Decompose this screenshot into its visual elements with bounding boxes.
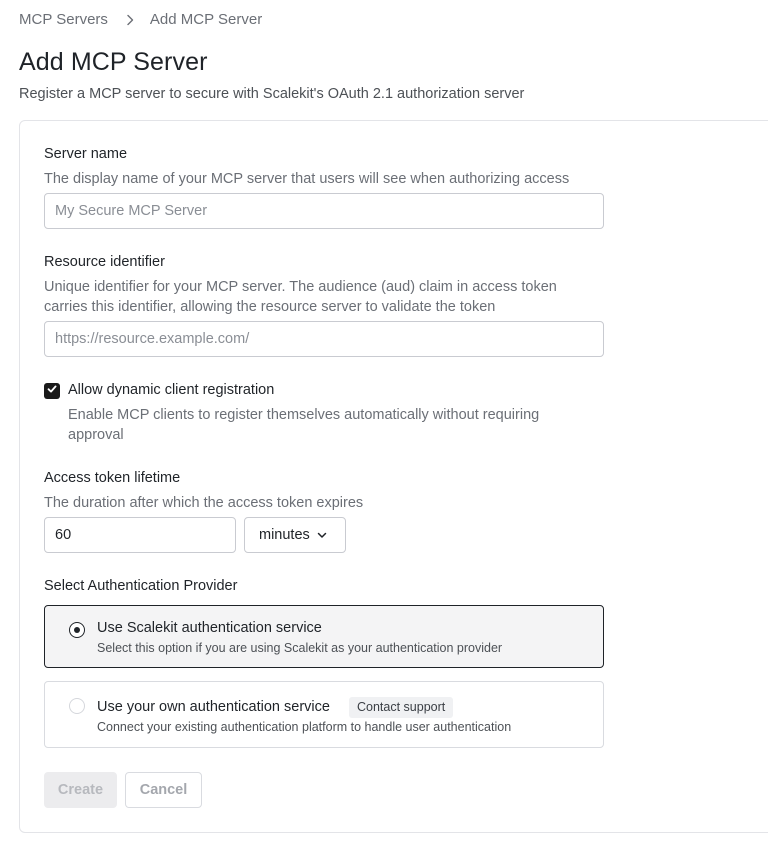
breadcrumb-current: Add MCP Server: [149, 11, 263, 28]
create-button[interactable]: Create: [44, 772, 117, 808]
auth-option-own-desc: Connect your existing authentication platform to handle user authentication: [97, 720, 512, 734]
check-icon: [46, 382, 58, 400]
server-name-input[interactable]: [44, 193, 604, 229]
token-lifetime-input[interactable]: [44, 517, 236, 553]
chevron-right-icon: [123, 13, 137, 27]
server-name-help: The display name of your MCP server that users will see when authorizing access: [44, 171, 570, 187]
auth-option-own-title: Use your own authentication service: [97, 699, 330, 715]
page-subtitle: Register a MCP server to secure with Scalekit's OAuth 2.1 authorization server: [19, 86, 525, 102]
resource-identifier-input[interactable]: [44, 321, 604, 357]
resource-identifier-help: Unique identifier for your MCP server. The audience (aud) claim in access token carries this identifier, allowing the resource server to validate the token: [44, 279, 557, 315]
auth-option-scalekit-desc: Select this option if you are using Scalekit as your authentication provider: [97, 641, 503, 655]
auth-option-own[interactable]: [44, 681, 604, 748]
auth-provider-label: Select Authentication Provider: [44, 578, 238, 594]
unit-select-value: minutes: [259, 527, 310, 543]
radio-selected[interactable]: [69, 622, 85, 638]
dynamic-registration-help: Enable MCP clients to register themselves automatically without requiring approval: [68, 407, 540, 443]
auth-option-scalekit[interactable]: [44, 605, 604, 668]
resource-identifier-label: Resource identifier: [44, 254, 165, 270]
dynamic-registration-label[interactable]: Allow dynamic client registration: [68, 382, 275, 398]
chevron-down-icon: [316, 529, 328, 541]
page-title: Add MCP Server: [19, 48, 208, 76]
dynamic-registration-checkbox[interactable]: [44, 383, 60, 399]
token-lifetime-unit-select[interactable]: [244, 517, 346, 553]
breadcrumb-mcp-servers-link[interactable]: MCP Servers: [19, 11, 108, 28]
token-lifetime-label: Access token lifetime: [44, 470, 181, 486]
contact-support-badge: Contact support: [349, 697, 453, 718]
server-name-label: Server name: [44, 146, 128, 162]
breadcrumb: [19, 11, 262, 28]
auth-option-scalekit-title: Use Scalekit authentication service: [97, 620, 322, 636]
cancel-button[interactable]: Cancel: [125, 772, 202, 808]
token-lifetime-help: The duration after which the access token expires: [44, 495, 364, 511]
radio-unselected[interactable]: [69, 698, 85, 714]
